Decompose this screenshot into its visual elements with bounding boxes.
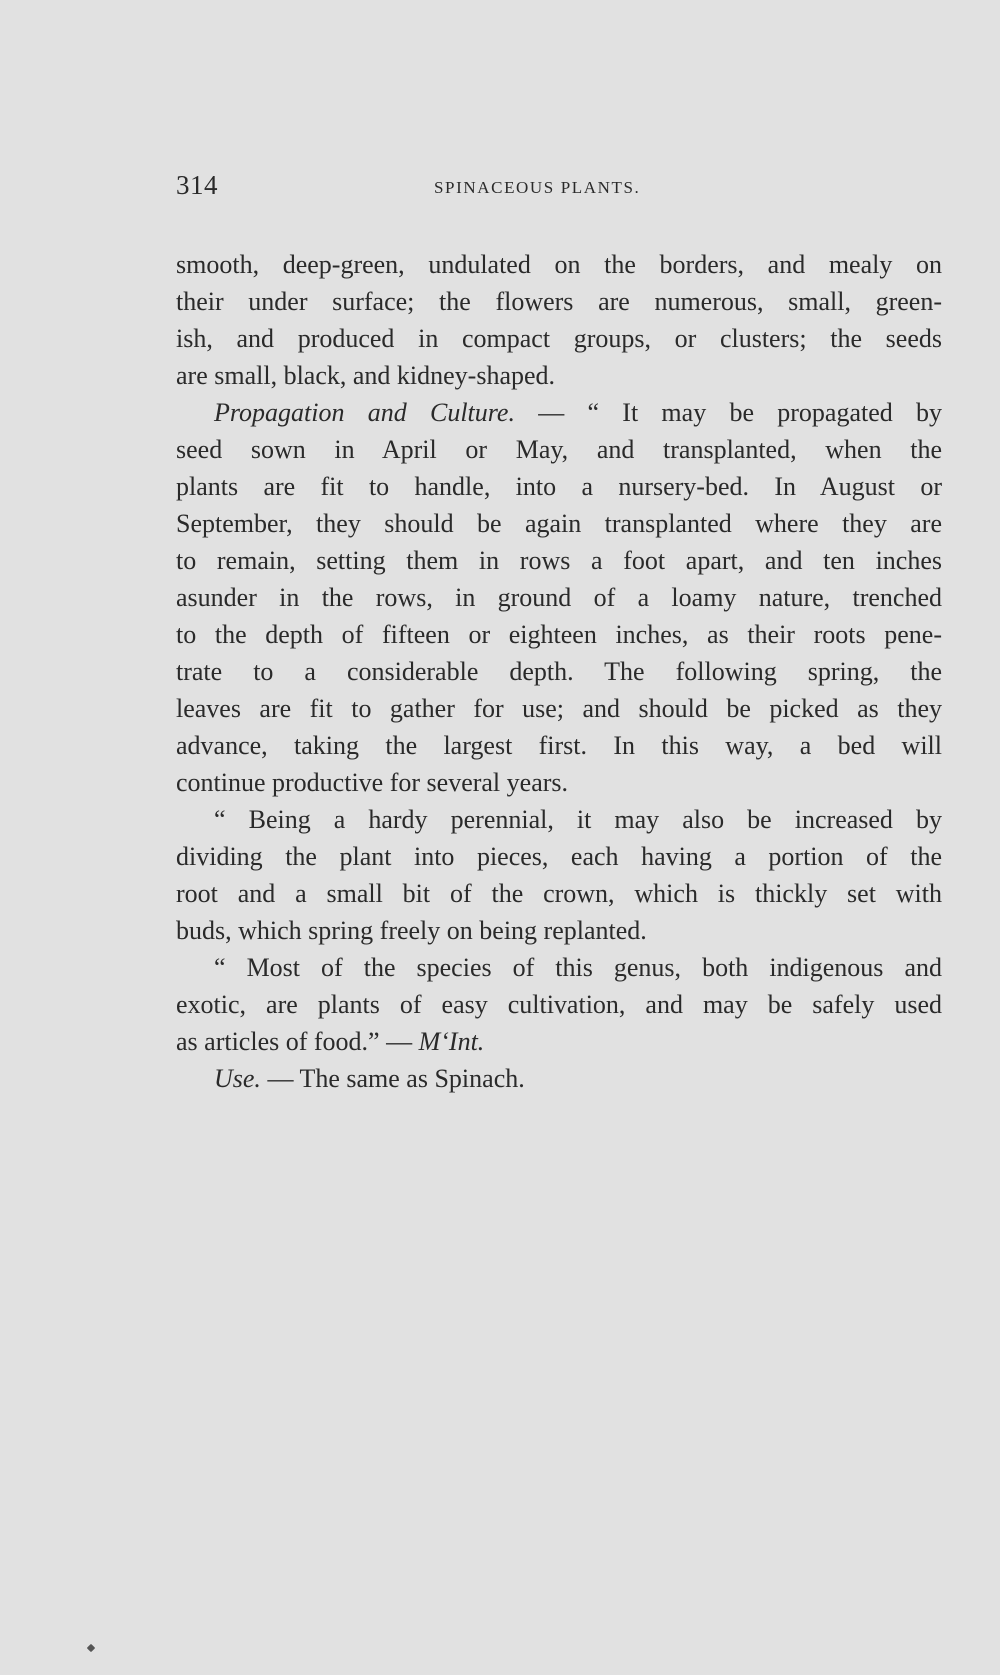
text-line: buds, which spring freely on being replanted. xyxy=(176,916,647,945)
text-line: “ Most of the species of this genus, both indigenous and xyxy=(214,953,942,982)
text-line: ish, and produced in compact groups, or clusters; the seeds xyxy=(176,324,942,353)
page-number: 314 xyxy=(176,170,218,200)
text-line xyxy=(176,1060,942,1097)
text-fragment: — “ It may be propagated by xyxy=(538,398,942,427)
section-label-propagation: Propagation and Culture. xyxy=(214,398,515,427)
attribution: M‘Int. xyxy=(418,1027,485,1056)
text-line: are small, black, and kidney-shaped. xyxy=(176,361,556,390)
text-line: “ Being a hardy perennial, it may also be increased by xyxy=(214,805,942,834)
text-line: to the depth of fifteen or eighteen inches, as their roots pene- xyxy=(176,620,942,649)
text-line: plants are fit to handle, into a nursery-bed. In August or xyxy=(176,472,942,501)
text-line: to remain, setting them in rows a foot apart, and ten inches xyxy=(176,546,942,575)
text-line: dividing the plant into pieces, each having a portion of the xyxy=(176,842,942,871)
page-header xyxy=(176,170,942,210)
text-line: September, they should be again transplanted where they are xyxy=(176,509,942,538)
text-fragment: as articles of food.” — xyxy=(176,1027,419,1056)
text-line xyxy=(176,394,942,431)
text-line: advance, taking the largest first. In this way, a bed will xyxy=(176,731,942,760)
text-line: smooth, deep-green, undulated on the borders, and mealy on xyxy=(176,250,942,279)
text-line: root and a small bit of the crown, which is thickly set with xyxy=(176,879,942,908)
text-line: seed sown in April or May, and transplanted, when the xyxy=(176,435,942,464)
text-line: asunder in the rows, in ground of a loamy nature, trenched xyxy=(176,583,942,612)
text-line: continue productive for several years. xyxy=(176,768,569,797)
text-line: trate to a considerable depth. The following spring, the xyxy=(176,657,942,686)
body-text xyxy=(176,246,942,1097)
section-label-use: Use. xyxy=(214,1064,261,1093)
print-speck xyxy=(87,1644,95,1652)
text-line: leaves are fit to gather for use; and should be picked as they xyxy=(176,694,942,723)
text-fragment: — The same as Spinach. xyxy=(260,1064,525,1093)
running-head: SPINACEOUS PLANTS. xyxy=(434,178,641,197)
text-line: exotic, are plants of easy cultivation, and may be safely used xyxy=(176,990,942,1019)
text-line xyxy=(176,1023,942,1060)
text-line: their under surface; the flowers are numerous, small, green- xyxy=(176,287,942,316)
